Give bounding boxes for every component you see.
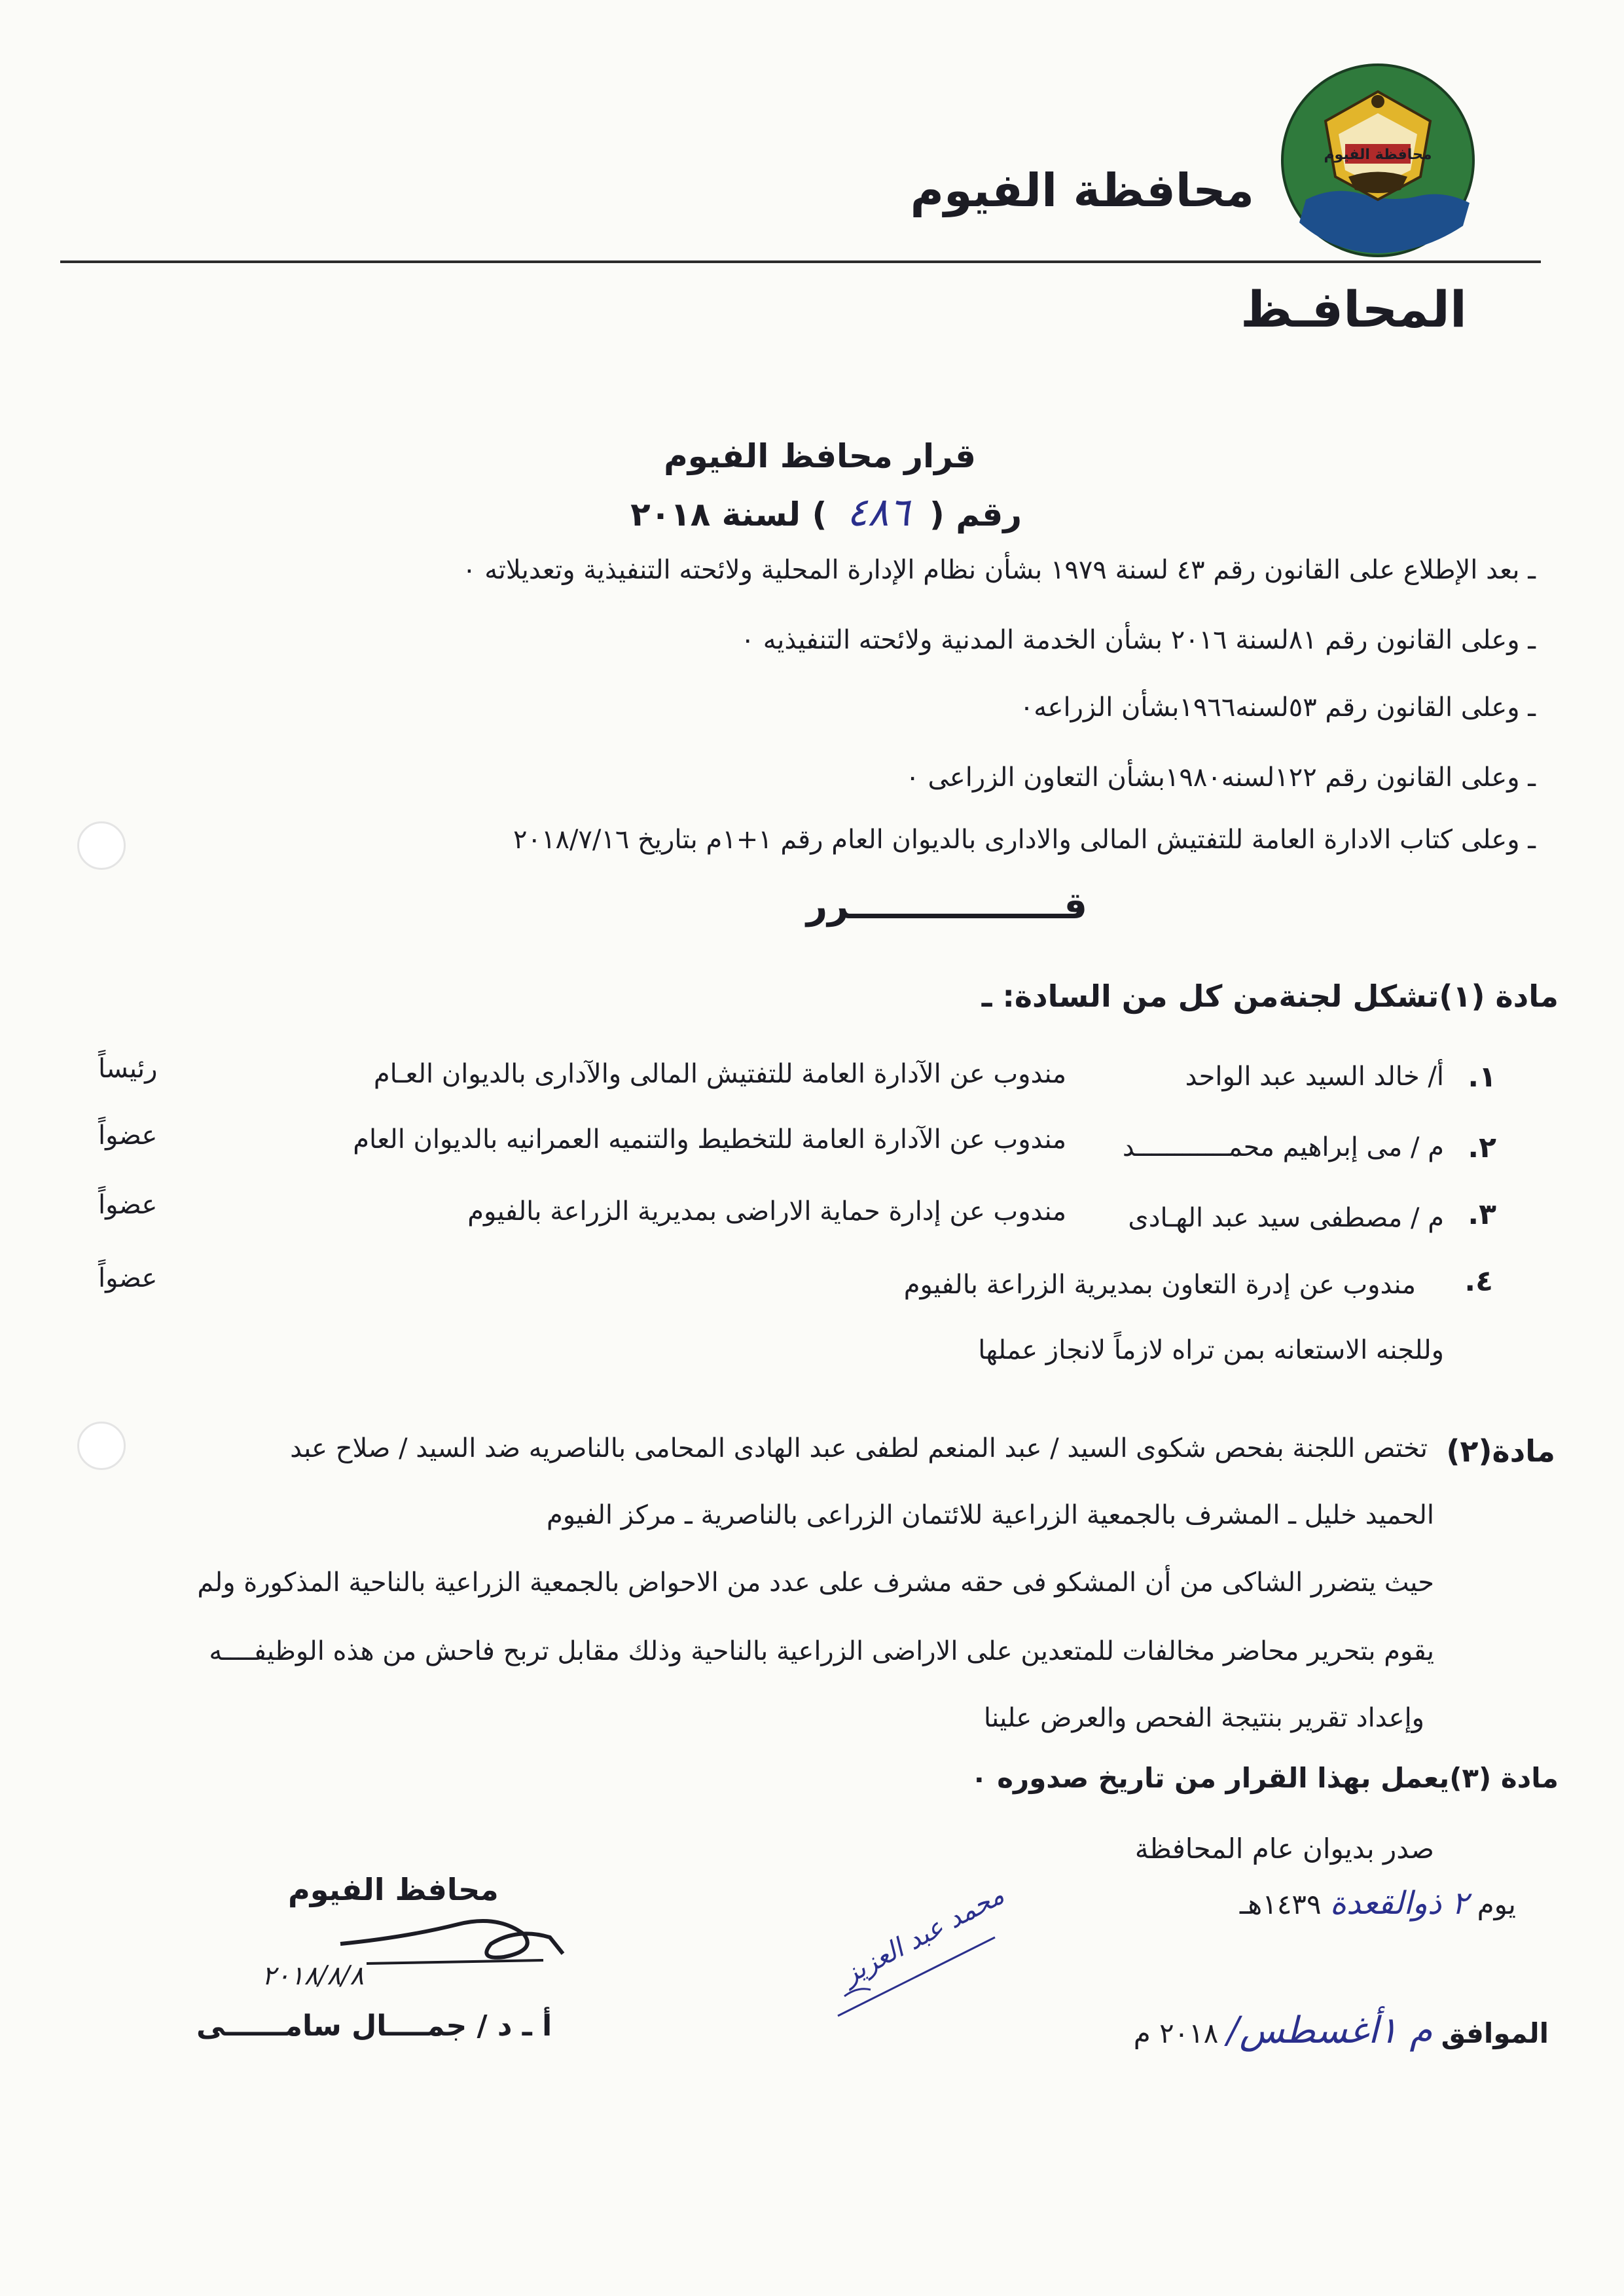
member-name: م / مى إبراهيم محمــــــــــــد bbox=[1122, 1132, 1444, 1162]
member-representation: مندوب عن إدرة التعاون بمديرية الزراعة بالفيوم bbox=[903, 1270, 1416, 1300]
member-number: ٢. bbox=[1468, 1131, 1496, 1164]
office-title: المحافـظ bbox=[1240, 280, 1467, 338]
recital-line: ـ وعلى كتاب الادارة العامة للتفتيش المالى والادارى بالديوان العام رقم ١+١م بتاريخ ٢٠١٨/٧/١٦ bbox=[513, 825, 1536, 855]
decree-number-prefix: رقم ( bbox=[929, 495, 1022, 533]
organization-name: محافظة الفيوم bbox=[910, 164, 1254, 217]
recital-line: ـ بعد الإطلاع على القانون رقم ٤٣ لسنة ١٩٧٩ بشأن نظام الإدارة المحلية ولائحته التنفيذية وتعديلاته ٠ bbox=[462, 555, 1536, 585]
hijri-date bbox=[1240, 1885, 1516, 1922]
member-number: ١. bbox=[1468, 1060, 1496, 1094]
member-role: عضواً bbox=[98, 1263, 158, 1293]
gregorian-year: ٢٠١٨ م bbox=[1133, 2017, 1219, 2049]
article-2-line: وإعداد تقرير بنتيجة الفحص والعرض علينا bbox=[983, 1703, 1424, 1733]
member-name: م / مصطفى سيد عبد الهـادى bbox=[1128, 1203, 1444, 1233]
clerk-initials: محمد عبد العزيز bbox=[838, 1880, 1009, 1990]
article-2-line: الحميد خليل ـ المشرف بالجمعية الزراعية للائتمان الزراعى بالناصرية ـ مركز الفيوم bbox=[546, 1500, 1434, 1530]
member-number: ٤. bbox=[1464, 1265, 1493, 1298]
decree-number-line bbox=[630, 490, 1022, 535]
member-role: عضواً bbox=[98, 1190, 158, 1220]
article-2-heading: مادة(٢) bbox=[1446, 1433, 1555, 1469]
day-label: يوم bbox=[1477, 1888, 1516, 1920]
logo-text: محافظة الفيوم bbox=[1324, 147, 1432, 163]
article-2-line: حيث يتضرر الشاكى من أن المشكو فى حقه مشرف على عدد من الاحواض بالجمعية الزراعية بالناحية المذكورة ولم bbox=[197, 1568, 1434, 1598]
governorate-logo bbox=[1280, 62, 1476, 259]
governor-signature bbox=[327, 1898, 576, 1977]
member-role: عضواً bbox=[98, 1121, 158, 1151]
article-1-heading: مادة (١)تشكل لجنةمن كل من السادة: ـ bbox=[981, 978, 1559, 1014]
issued-at: صدر بديوان عام المحافظة bbox=[1134, 1833, 1434, 1865]
clerk-scribble bbox=[818, 1924, 1015, 2029]
article-3: مادة (٣)يعمل بهذا القرار من تاريخ صدوره ٠ bbox=[970, 1762, 1559, 1794]
decree-number-suffix: ) لسنة ٢٠١٨ bbox=[630, 495, 827, 533]
header-divider bbox=[60, 260, 1541, 263]
handwritten-gregorian: م ١أغسطس/ bbox=[1227, 2009, 1433, 2052]
member-number: ٣. bbox=[1468, 1198, 1496, 1231]
member-role: رئيساً bbox=[98, 1054, 158, 1084]
article-2-line: يقوم بتحرير محاضر مخالفات للمتعدين على الاراضى الزراعية بالناحية وذلك مقابل تربح فاحش من هذه الوظيفــــه bbox=[209, 1636, 1434, 1666]
hijri-year: ١٤٣٩هـ bbox=[1239, 1888, 1322, 1920]
recital-line: ـ وعلى القانون رقم ١٢٢لسنه١٩٨٠بشأن التعاون الزراعى ٠ bbox=[905, 762, 1536, 793]
punch-hole bbox=[77, 1422, 126, 1470]
gregorian-date bbox=[1134, 2009, 1549, 2052]
committee-note: وللجنه الاستعانه بمن تراه لازماً لانجاز عملها bbox=[978, 1335, 1444, 1365]
article-2-line: تختص اللجنة بفحص شكوى السيد / عبد المنعم لطفى عبد الهادى المحامى بالناصريه ضد السيد / صلاح عبد bbox=[290, 1433, 1428, 1463]
punch-hole bbox=[77, 821, 126, 870]
signatory-title: محافظ الفيوم bbox=[288, 1872, 499, 1907]
decree-number: ٤٨٦ bbox=[846, 490, 910, 535]
signatory-name: أ ـ د / جمــــال سامــــــى bbox=[196, 2009, 552, 2043]
recital-line: ـ وعلى القانون رقم ٥٣لسنه١٩٦٦بشأن الزراعه٠ bbox=[1019, 692, 1536, 723]
member-representation: مندوب عن إدارة حماية الاراضى بمديرية الزراعة بالفيوم bbox=[467, 1196, 1066, 1227]
corresponding-label: الموافق bbox=[1441, 2017, 1549, 2049]
member-name: أ/ خالد السيد عبد الواحد bbox=[1185, 1062, 1444, 1092]
decision-heading: قـــــــــــــــــرر bbox=[806, 885, 1087, 927]
handwritten-day: ٢ ذوالقعدة bbox=[1329, 1885, 1469, 1922]
emblem-icon bbox=[1280, 62, 1476, 259]
signature-date: ٢٠١٨/٨/٨ bbox=[262, 1961, 364, 1991]
decree-title: قرار محافظ الفيوم bbox=[664, 437, 976, 475]
member-representation: مندوب عن الآدارة العامة للتخطيط والتنميه العمرانيه بالديوان العام bbox=[353, 1124, 1066, 1155]
recital-line: ـ وعلى القانون رقم ٨١لسنة ٢٠١٦ بشأن الخدمة المدنية ولائحته التنفيذيه ٠ bbox=[740, 625, 1536, 655]
member-representation: مندوب عن الآدارة العامة للتفتيش المالى والآدارى بالديوان العـام bbox=[373, 1059, 1066, 1089]
